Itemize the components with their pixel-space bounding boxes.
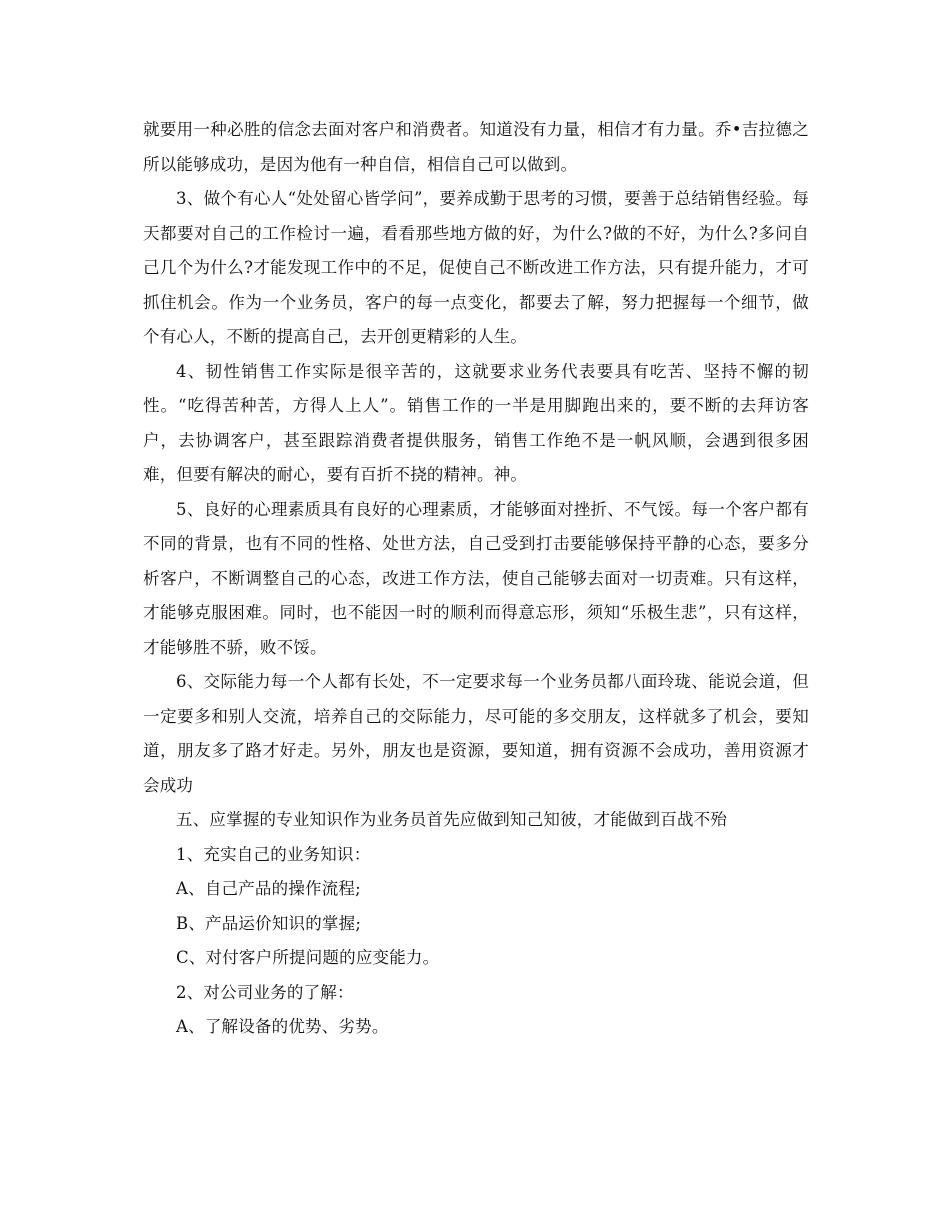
paragraph-point-3-attentive: 3、做个有心人“处处留心皆学问”，要养成勤于思考的习惯，要善于总结销售经验。每天都要对自己的工作检讨一遍，看看那些地方做的好，为什么?做的不好，为什么?多问自己几个为什么?才能发现工作中的不足，促使自己不断改进工作方法，只有提升能力，才可抓住机会。作为一个业务员，客户的每一点变化，都要去了解，努力把握每一个细节，做个有心人，不断的提高自己，去开创更精彩的人生。	[143, 189, 809, 346]
document-body	[143, 113, 809, 1045]
list-item-1: 1、充实自己的业务知识：	[176, 844, 371, 864]
list-item-2a: A、了解设备的优势、劣势。	[176, 1017, 389, 1036]
list-item-1c: C、对付客户所提问题的应变能力。	[176, 948, 440, 967]
list-item-2: 2、对公司业务的了解：	[176, 982, 354, 1002]
paragraph-point-5-psychology: 5、良好的心理素质具有良好的心理素质，才能够面对挫折、不气馁。每一个客户都有不同的背景，也有不同的性格、处世方法，自己受到打击要能够保持平静的心态，要多分析客户，不断调整自己的心态，改进工作方法，使自己能够去面对一切责难。只有这样，才能够克服困难。同时，也不能因一时的顺利而得意忘形，须知“乐极生悲”，只有这样，才能够胜不骄，败不馁。	[143, 499, 809, 657]
list-item-1b: B、产品运价知识的掌握;	[176, 913, 362, 933]
paragraph-point-6-social: 6、交际能力每一个人都有长处，不一定要求每一个业务员都八面玲珑、能说会道，但一定要多和别人交流，培养自己的交际能力，尽可能的多交朋友，这样就多了机会，要知道，朋友多了路才好走。另外，朋友也是资源，要知道，拥有资源不会成功，善用资源才会成功	[143, 672, 809, 795]
section-heading-five: 五、应掌握的专业知识作为业务员首先应做到知己知彼，才能做到百战不殆	[176, 810, 728, 829]
list-item-1a: A、自己产品的操作流程;	[176, 879, 361, 898]
paragraph-point-4-tenacity: 4、韧性销售工作实际是很辛苦的，这就要求业务代表要具有吃苦、坚持不懈的韧性。“吃得苦种苦，方得人上人”。销售工作的一半是用脚跑出来的，要不断的去拜访客户，去协调客户，甚至跟踪消费者提供服务，销售工作绝不是一帆风顺，会遇到很多困难，但要有解决的耐心，要有百折不挠的精神。神。	[143, 361, 809, 484]
paragraph-confidence-continuation: 就要用一种必胜的信念去面对客户和消费者。知道没有力量，相信才有力量。乔•吉拉德之所以能够成功，是因为他有一种自信，相信自己可以做到。	[143, 120, 809, 174]
